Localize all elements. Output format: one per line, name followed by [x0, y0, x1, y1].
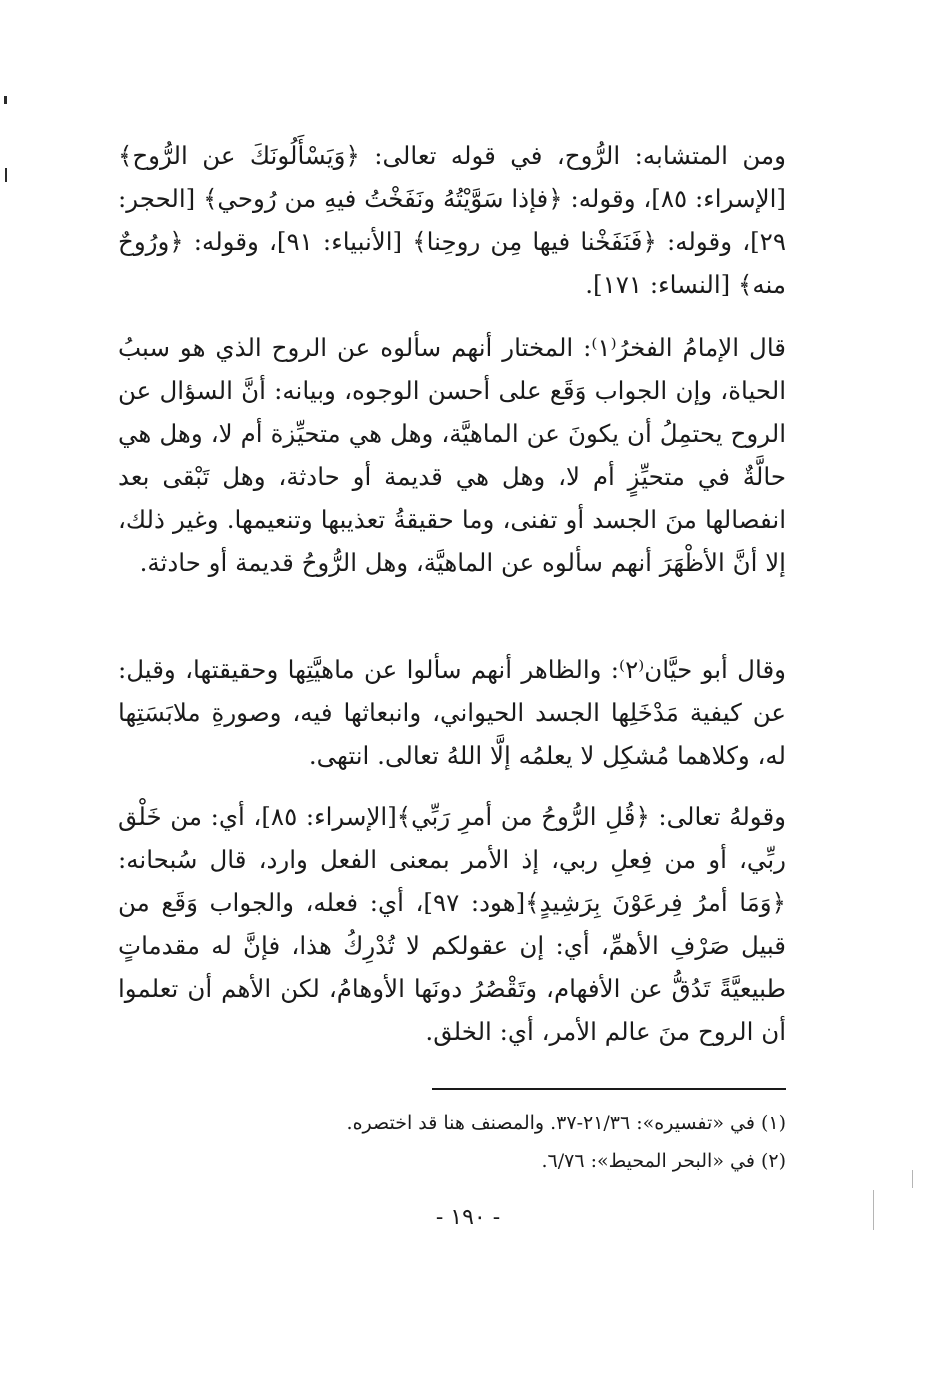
paragraph-imam-fakhr: قال الإمامُ الفخرُ⁽١⁾: المختار أنهم سألوه عن الروح الذي هو سببُ الحياة، وإن الجواب وَقَع على أحسن الوجوه، وبيانه: أنَّ السؤال عن الروح يحتمِلُ أن يكونَ عن الماهيَّة، وهل هي متحيِّزة أم لا، وهل هي حالَّةٌ في متحيِّزٍ أم لا، وهل هي قديمة أو حادثة، وهل تَبْقى بعد انفصالها منَ الجسد أو تفنى، وما حقيقةُ تعذيبها وتنعيمها. وغير ذلك، إلا أنَّ الأظْهَرَ أنهم سألوه عن الماهيَّة، وهل الرُّوحُ قديمة أو حادثة. — [118, 333, 786, 577]
scan-margin-mark — [912, 1170, 913, 1188]
footnote-divider — [432, 1088, 786, 1090]
page-number: - ١٩٠ - — [435, 1205, 501, 1230]
footnote-1: (١) في «تفسيره»: ٢١/٣٦-٣٧. والمصنف هنا قد اختصره. — [346, 1112, 786, 1134]
paragraph-abu-hayyan: وقال أبو حيَّان⁽٢⁾: والظاهر أنهم سألوا عن ماهيَّتِها وحقيقتها، وقيل: عن كيفية مَدْخَلِها الجسد الحيواني، وانبعاثها فيه، وصورةِ ملابَسَتِها له، وكلاهما مُشكِل لا يعلمُه إلَّا اللهُ تعالى. انتهى. — [118, 655, 786, 770]
scan-margin-mark — [4, 96, 7, 104]
footnote-2: (٢) في «البحر المحيط»: ٦/٧٦. — [541, 1150, 786, 1172]
paragraph-qul-al-ruh: وقولهُ تعالى: ﴿قُلِ الرُّوحُ من أمرِ رَبِّي﴾[الإسراء: ٨٥]، أي: من خَلْق ربِّي، أو من فِعلِ ربي، إذ الأمر بمعنى الفعل وارد، قال سُبحانه: ﴿وَمَا أمرُ فِرعَوْنَ بِرَشِيدٍ﴾[هود: ٩٧]، أي: فعله، والجواب وَقَع من قبيل صَرْفِ الأهمِّ، أي: إن عقولكم لا تُدْرِكُ هذا، فإنَّ له مقدماتٍ طبيعيَّةً تَدُقُّ عن الأفهام، وتَقْصُرُ دونَها الأوهامُ، لكن الأهم أن تعلموا أن الروح منَ عالم الأمر، أي: الخلق. — [118, 802, 786, 1046]
scan-margin-mark — [5, 168, 7, 182]
paragraph-mutashabih: ومن المتشابه: الرُّوح، في قوله تعالى: ﴿وَيَسْأَلُونَكَ عن الرُّوح﴾[الإسراء: ٨٥]، وقوله: ﴿فإذا سَوَّيْتُهُ ونَفَخْتُ فيهِ من رُوحي﴾ [الحجر: ٢٩]، وقوله: ﴿فَنَفَخْنا فيها مِن روحِنا﴾ [الأنبياء: ٩١]، وقوله: ﴿ورُوحٌ منه﴾ [النساء: ١٧١]. — [118, 141, 786, 299]
